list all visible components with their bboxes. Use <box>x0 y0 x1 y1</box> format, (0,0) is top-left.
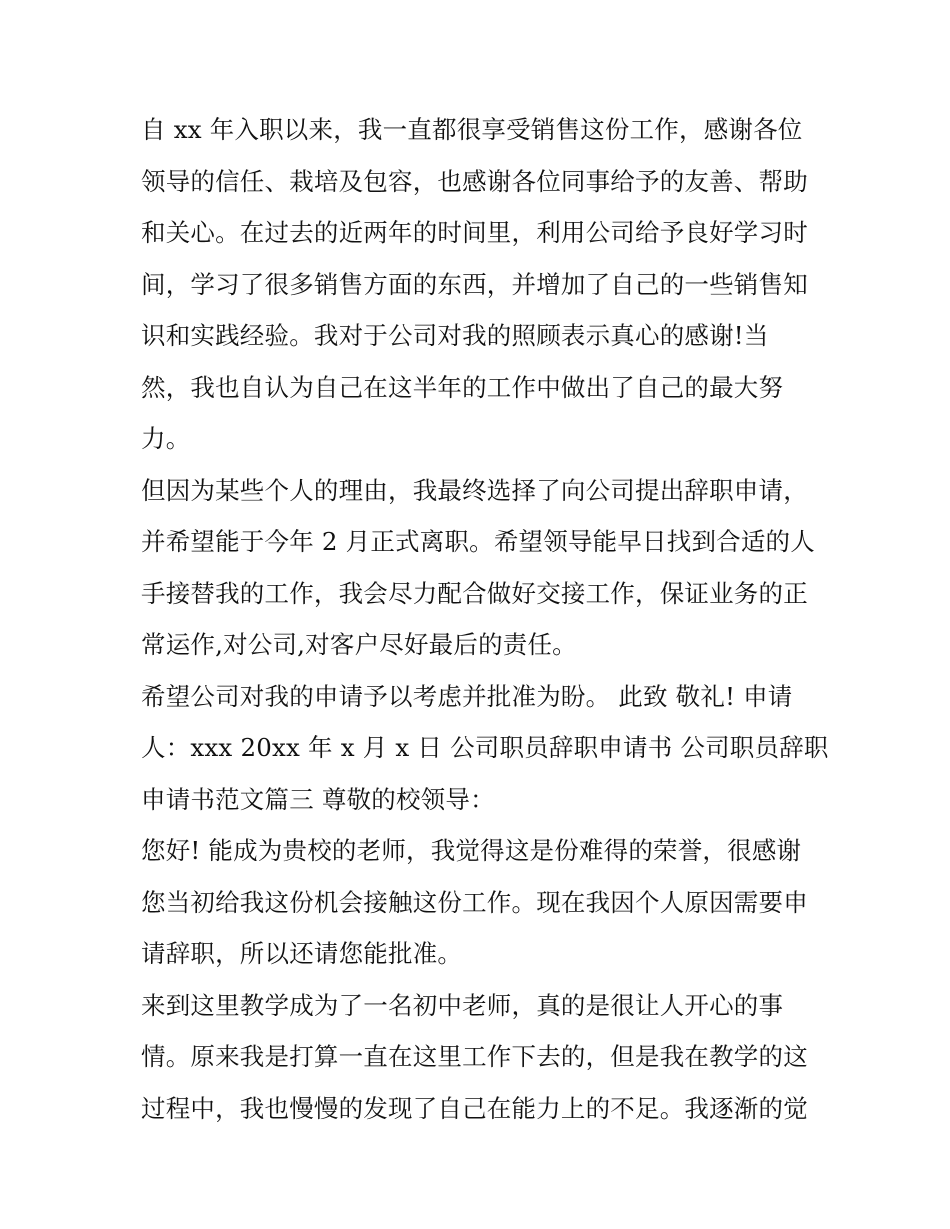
text-line: 手接替我的工作，我会尽力配合做好交接工作，保证业务的正 <box>141 578 808 608</box>
document-body <box>141 104 829 1134</box>
text-line: 并希望能于今年 2 月正式离职。希望领导能早日找到合适的人 <box>141 527 815 556</box>
text-line: 识和实践经验。我对于公司对我的照顾表示真心的感谢!当 <box>141 321 769 350</box>
text-line: 人：xxx 20xx 年 x 月 x 日 公司职员辞职申请书 公司职员辞职 <box>141 733 829 762</box>
text-line: 然，我也自认为自己在这半年的工作中做出了自己的最大努 <box>141 372 784 402</box>
text-line: 领导的信任、栽培及包容，也感谢各位同事给予的友善、帮助 <box>141 166 808 196</box>
text-line: 自 xx 年入职以来，我一直都很享受销售这份工作，感谢各位 <box>141 115 803 144</box>
text-line: 您当初给我这份机会接触这份工作。现在我因个人原因需要申 <box>141 887 808 917</box>
text-line: 您好! 能成为贵校的老师，我觉得这是份难得的荣誉，很感谢 <box>141 836 802 865</box>
text-line: 和关心。在过去的近两年的时间里，利用公司给予良好学习时 <box>141 218 808 247</box>
text-line: 常运作,对公司,对客户尽好最后的责任。 <box>141 630 577 659</box>
text-line: 但因为某些个人的理由，我最终选择了向公司提出辞职申请， <box>141 475 808 505</box>
text-line: 申请书范文篇三 尊敬的校领导： <box>141 784 495 814</box>
text-line: 情。原来我是打算一直在这里工作下去的，但是我在教学的这 <box>141 1042 808 1071</box>
text-line: 来到这里教学成为了一名初中老师，真的是很让人开心的事 <box>141 990 784 1020</box>
text-line: 希望公司对我的申请予以考虑并批准为盼。 此致 敬礼! 申请 <box>141 681 793 711</box>
text-line: 请辞职，所以还请您能批准。 <box>141 939 463 968</box>
text-line: 力。 <box>141 424 191 453</box>
text-line: 间，学习了很多销售方面的东西，并增加了自己的一些销售知 <box>141 269 808 299</box>
text-line: 过程中，我也慢慢的发现了自己在能力上的不足。我逐渐的觉 <box>141 1093 808 1123</box>
